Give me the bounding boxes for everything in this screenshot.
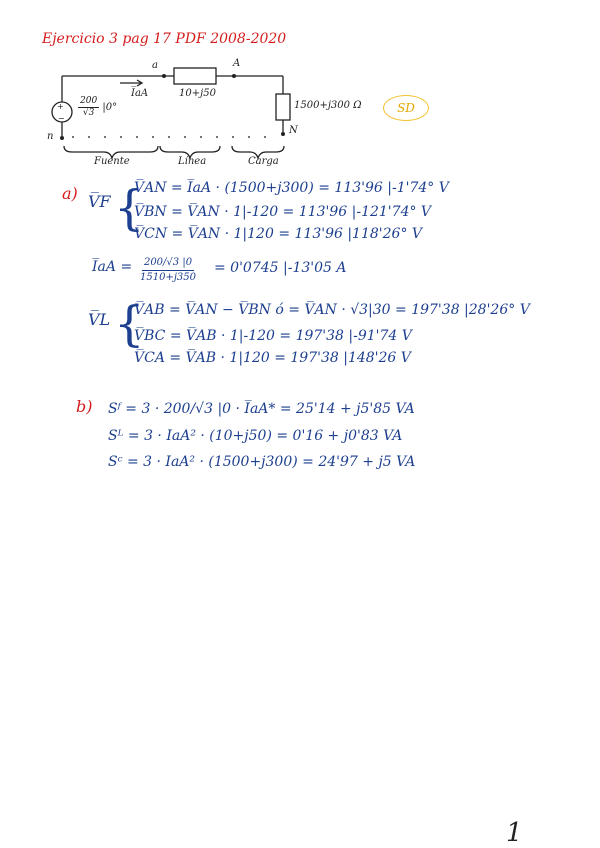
- source-value: $\frac{200}{√3}$ |0°: [80, 96, 118, 118]
- node-a-dot: [162, 74, 166, 78]
- sl-equation: Sᴸ = 3 · IaA² · (10+j50) = 0'16 + j0'83 VA: [108, 428, 403, 444]
- iaa-fraction: $\frac{200/√3 |0}{1510+j350}$: [140, 257, 197, 283]
- current-label: I̅aA: [131, 88, 149, 99]
- node-a-label: a: [152, 60, 158, 71]
- vl-equation-1: V̅AB = V̅AN − V̅BN ó = V̅AN · √3|30 = 197'38 |28'26° V: [134, 302, 530, 318]
- iaa-label: I̅aA =: [92, 259, 133, 275]
- page-number: 1: [506, 818, 523, 848]
- vf-brace: {: [114, 180, 145, 236]
- vf-equation-2: V̅BN = V̅AN · 1|-120 = 113'96 |-121'74° V: [134, 204, 432, 220]
- node-A-dot: [232, 74, 236, 78]
- vf-equation-3: V̅CN = V̅AN · 1|120 = 113'96 |118'26° V: [134, 226, 422, 242]
- vl-equation-3: V̅CA = V̅AB · 1|120 = 197'38 |148'26 V: [134, 350, 411, 366]
- sd-badge: SD: [383, 95, 429, 121]
- brace-fuente-label: Fuente: [94, 156, 130, 167]
- part-a-label: a): [62, 184, 78, 203]
- exercise-title: Ejercicio 3 pag 17 PDF 2008-2020: [42, 31, 287, 47]
- vf-equation-1: V̅AN = I̅aA · (1500+j300) = 113'96 |-1'74° V: [134, 180, 449, 196]
- node-n-dot: [60, 136, 64, 140]
- part-b-label: b): [76, 397, 93, 416]
- sf-equation: Sᶠ = 3 · 200/√3 |0 · I̅aA* = 25'14 + j5'85 VA: [108, 401, 415, 417]
- brace-carga-label: Carga: [248, 156, 279, 167]
- iaa-result: = 0'0745 |-13'05 A: [214, 260, 347, 276]
- line-impedance-label: 10+j50: [179, 88, 216, 99]
- node-N-label: N: [289, 125, 298, 136]
- vl-brace: {: [114, 296, 145, 352]
- line-impedance-resistor: [174, 68, 216, 84]
- vl-equation-2: V̅BC = V̅AB · 1|-120 = 197'38 |-91'74 V: [134, 328, 412, 344]
- node-A-label: A: [233, 58, 241, 69]
- vl-label: V̅L: [88, 310, 111, 329]
- svg-text:+: +: [57, 102, 64, 111]
- node-n-label: n: [47, 131, 54, 142]
- sc-equation: Sᶜ = 3 · IaA² · (1500+j300) = 24'97 + j5 VA: [108, 454, 416, 470]
- node-N-dot: [281, 132, 285, 136]
- vf-label: V̅F: [88, 192, 111, 211]
- load-impedance-label: 1500+j300 Ω: [294, 100, 362, 111]
- load-impedance-resistor: [276, 94, 290, 120]
- brace-linea-label: Línea: [178, 156, 207, 167]
- svg-text:−: −: [58, 114, 65, 123]
